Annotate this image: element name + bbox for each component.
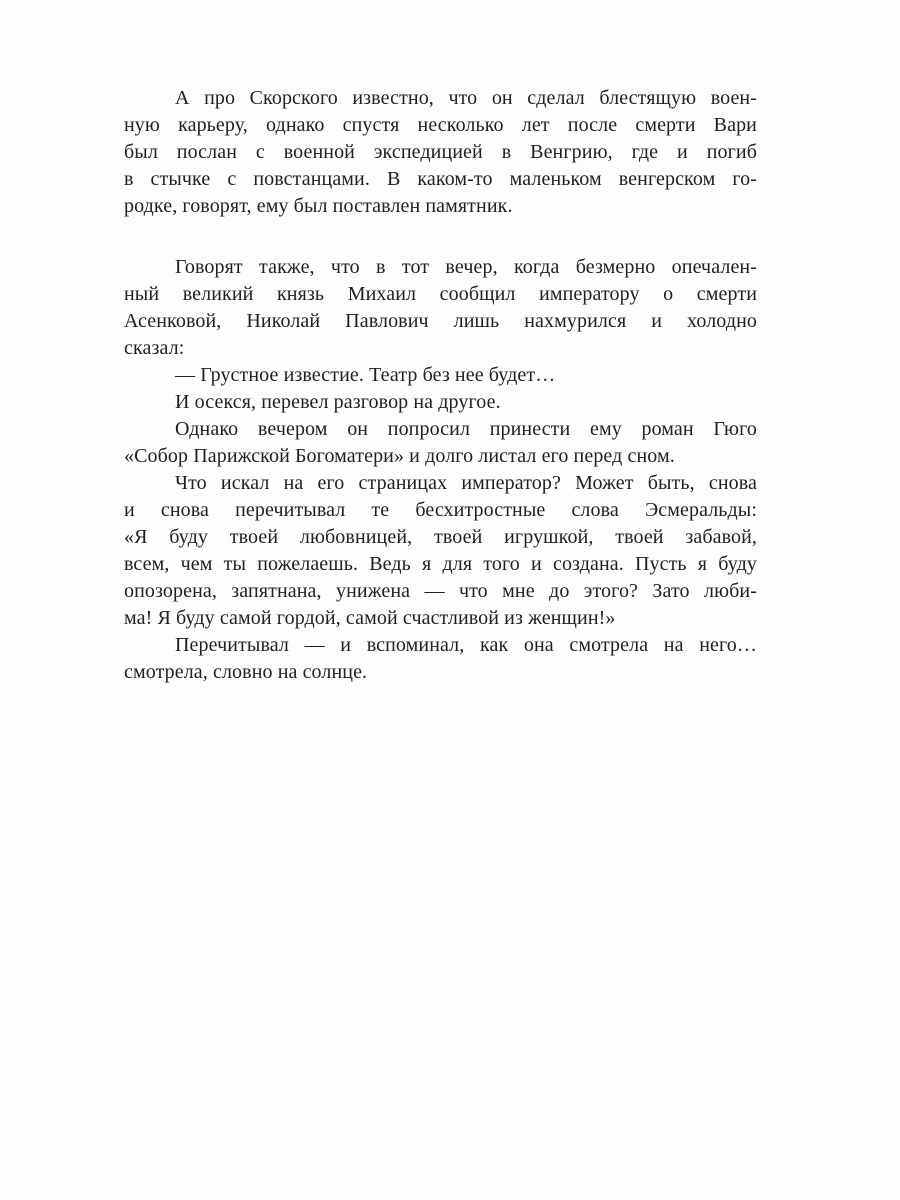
paragraph [124, 85, 757, 220]
text-line: родке, говорят, ему был поставлен памятник. [124, 195, 513, 217]
text-line: и снова перечитывал те бесхитростные слова Эсмеральды: [124, 499, 757, 521]
text-line: был послан с военной экспедицией в Венгрию, где и погиб [124, 141, 757, 163]
text-line: Перечитывал — и вспоминал, как она смотрела на него… [175, 634, 757, 656]
paragraph [124, 254, 757, 362]
text-line: ную карьеру, однако спустя несколько лет после смерти Вари [124, 114, 757, 136]
text-line: Говорят также, что в тот вечер, когда безмерно опечален- [175, 256, 757, 278]
text-line: сказал: [124, 337, 185, 359]
text-line: в стычке с повстанцами. В каком-то маленьком венгерском го- [124, 168, 757, 190]
paragraph [124, 389, 757, 416]
text-line: смотрела, словно на солнце. [124, 661, 368, 683]
text-line: «Собор Парижской Богоматери» и долго листал его перед сном. [124, 445, 675, 467]
text-line: «Я буду твоей любовницей, твоей игрушкой, твоей забавой, [124, 526, 757, 548]
paragraph [124, 470, 757, 632]
text-line: А про Скорского известно, что он сделал блестящую воен- [175, 87, 757, 109]
text-line: ма! Я буду самой гордой, самой счастливой из женщин!» [124, 607, 616, 629]
text-block [124, 85, 757, 686]
text-line: ный великий князь Михаил сообщил императору о смерти [124, 283, 757, 305]
paragraph [124, 362, 757, 389]
text-line: — Грустное известие. Театр без нее будет… [175, 364, 556, 386]
text-line: Асенковой, Николай Павлович лишь нахмурился и холодно [124, 310, 757, 332]
text-line: опозорена, запятнана, унижена — что мне до этого? Зато люби- [124, 580, 757, 602]
text-line: И осекся, перевел разговор на другое. [175, 391, 501, 413]
paragraph [124, 632, 757, 686]
text-line: Что искал на его страницах император? Может быть, снова [175, 472, 757, 494]
paragraph [124, 416, 757, 470]
text-line: всем, чем ты пожелаешь. Ведь я для того и создана. Пусть я буду [124, 553, 757, 575]
text-line: Однако вечером он попросил принести ему роман Гюго [175, 418, 757, 440]
